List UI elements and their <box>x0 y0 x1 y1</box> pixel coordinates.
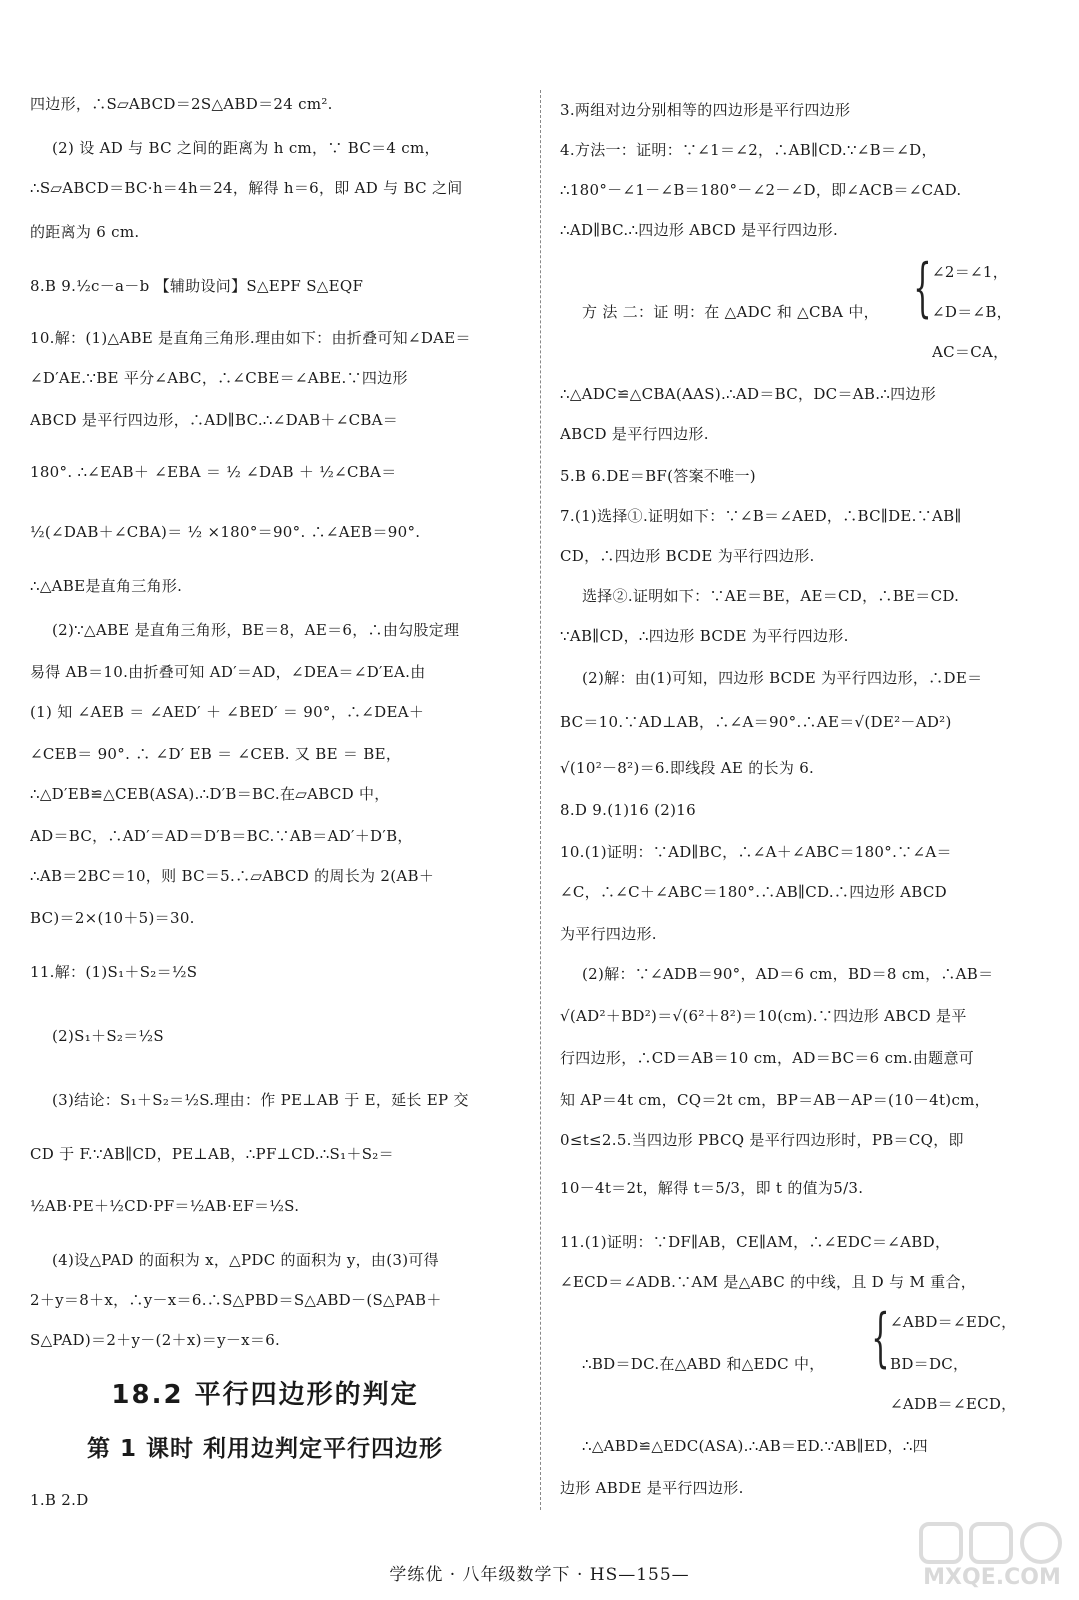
text-line: ∠ECD＝∠ADB.∵AM 是△ABC 的中线，且 D 与 M 重合， <box>560 1273 977 1291</box>
text-line: ∴BD＝DC.在△ABD 和△EDC 中， <box>582 1355 825 1373</box>
text-line: ½AB·PE＋½CD·PF＝½AB·EF＝½S. <box>30 1197 300 1215</box>
text-line: CD 于 F.∵AB∥CD，PE⊥AB，∴PF⊥CD.∴S₁＋S₂＝ <box>30 1145 394 1163</box>
text-line: AD＝BC，∴AD′＝AD＝D′B＝BC.∵AB＝AD′＋D′B， <box>30 827 413 845</box>
watermark-logo-icon <box>917 1520 1067 1566</box>
text-line: BC)＝2×(10＋5)＝30. <box>30 909 195 927</box>
text-line: ABCD 是平行四边形，∴AD∥BC.∴∠DAB＋∠CBA＝ <box>30 411 399 429</box>
text-line: 易得 AB＝10.由折叠可知 AD′＝AD，∠DEA＝∠D′EA.由 <box>30 663 426 681</box>
text-line: (4)设△PAD 的面积为 x，△PDC 的面积为 y，由(3)可得 <box>52 1251 439 1269</box>
text-line: S△PAD)＝2＋y－(2＋x)＝y－x＝6. <box>30 1331 281 1349</box>
text-line: (2)解：由(1)可知，四边形 BCDE 为平行四边形，∴DE＝ <box>582 669 983 687</box>
system-line: BD＝DC， <box>890 1355 969 1373</box>
system-line: ∠ABD＝∠EDC， <box>890 1313 1017 1331</box>
text-line: (2)∵△ABE 是直角三角形，BE＝8，AE＝6，∴由勾股定理 <box>52 621 460 639</box>
text-line: 四边形，∴S▱ABCD＝2S△ABD＝24 cm². <box>30 95 333 113</box>
text-line: (1) 知 ∠AEB ＝ ∠AED′ ＋ ∠BED′ ＝ 90°，∴∠DEA＋ <box>30 703 425 721</box>
text-line: ∴AB＝2BC＝10，则 BC＝5.∴▱ABCD 的周长为 2(AB＋ <box>30 867 435 885</box>
text-line: 4.方法一：证明：∵∠1＝∠2，∴AB∥CD.∵∠B＝∠D， <box>560 141 937 159</box>
system-line: ∠D＝∠B， <box>932 303 1012 321</box>
text-line: (2)解：∵∠ADB＝90°，AD＝6 cm，BD＝8 cm，∴AB＝ <box>582 965 994 983</box>
text-line: ∴AD∥BC.∴四边形 ABCD 是平行四边形. <box>560 221 839 239</box>
text-line: 的距离为 6 cm. <box>30 223 140 241</box>
text-line: 边形 ABDE 是平行四边形. <box>560 1479 744 1497</box>
text-line: ABCD 是平行四边形. <box>560 425 709 443</box>
system-line: ∠2＝∠1， <box>932 263 1009 281</box>
lesson-title: 第 1 课时 利用边判定平行四边形 <box>86 1436 444 1462</box>
text-line: ∠CEB＝ 90°. ∴ ∠D′ EB ＝ ∠CEB. 又 BE ＝ BE， <box>30 745 402 763</box>
text-line: ∴△ABE是直角三角形. <box>30 577 183 595</box>
watermark <box>917 1520 1067 1590</box>
text-line: (2)S₁＋S₂＝½S <box>52 1027 164 1045</box>
column-divider <box>540 90 541 1510</box>
system-line: ∠ADB＝∠ECD， <box>890 1395 1017 1413</box>
text-line: ∴180°－∠1－∠B＝180°－∠2－∠D，即∠ACB＝∠CAD. <box>560 181 962 199</box>
section-title: 18.2 平行四边形的判定 <box>111 1380 419 1410</box>
brace: { <box>871 1301 890 1375</box>
text-line: 2＋y＝8＋x，∴y－x＝6.∴S△PBD＝S△ABD－(S△PAB＋ <box>30 1291 442 1309</box>
text-line: ∵AB∥CD，∴四边形 BCDE 为平行四边形. <box>560 627 849 645</box>
text-line: ∴△ADC≌△CBA(AAS).∴AD＝BC，DC＝AB.∴四边形 <box>560 385 937 403</box>
text-line: ½(∠DAB＋∠CBA)＝ ½ ×180°＝90°. ∴∠AEB＝90°. <box>30 523 421 541</box>
text-line: √(10²－8²)＝6.即线段 AE 的长为 6. <box>560 759 815 777</box>
text-line: BC＝10.∵AD⊥AB，∴∠A＝90°.∴AE＝√(DE²－AD²) <box>560 713 952 731</box>
text-line: 8.D 9.(1)16 (2)16 <box>560 801 696 819</box>
text-line: ∴S▱ABCD＝BC·h＝4h＝24，解得 h＝6，即 AD 与 BC 之间 <box>30 179 463 197</box>
text-line: 0≤t≤2.5.当四边形 PBCQ 是平行四边形时，PB＝CQ，即 <box>560 1131 964 1149</box>
text-line: 7.(1)选择①.证明如下：∵∠B＝∠AED，∴BC∥DE.∵AB∥ <box>560 507 962 525</box>
text-line: 选择②.证明如下：∵AE＝BE，AE＝CD，∴BE＝CD. <box>582 587 960 605</box>
text-line: 为平行四边形. <box>560 925 657 943</box>
text-line: (2) 设 AD 与 BC 之间的距离为 h cm，∵ BC＝4 cm， <box>52 139 440 157</box>
text-line: 知 AP＝4t cm，CQ＝2t cm，BP＝AB－AP＝(10－4t)cm， <box>560 1091 990 1109</box>
text-line: ∠D′AE.∵BE 平分∠ABC，∴∠CBE＝∠ABE.∵四边形 <box>30 369 408 387</box>
text-line: 10.(1)证明：∵AD∥BC，∴∠A＋∠ABC＝180°.∵∠A＝ <box>560 843 952 861</box>
text-line: ∠C，∴∠C＋∠ABC＝180°.∴AB∥CD.∴四边形 ABCD <box>560 883 947 901</box>
watermark-text: MXQE.COM <box>923 1565 1061 1590</box>
page-footer: 学练优 · 八年级数学下 · HS—155— <box>389 1565 690 1585</box>
text-line: ∴△ABD≌△EDC(ASA).∴AB＝ED.∵AB∥ED，∴四 <box>582 1437 928 1455</box>
text-line: ∴△D′EB≌△CEB(ASA).∴D′B＝BC.在▱ABCD 中， <box>30 785 390 803</box>
text-line: 11.解：(1)S₁＋S₂＝½S <box>30 963 198 981</box>
text-line: √(AD²＋BD²)＝√(6²＋8²)＝10(cm).∵四边形 ABCD 是平 <box>560 1007 967 1025</box>
text-line: 10－4t＝2t，解得 t＝5/3，即 t 的值为5/3. <box>560 1179 864 1197</box>
text-line: (3)结论：S₁＋S₂＝½S.理由：作 PE⊥AB 于 E，延长 EP 交 <box>52 1091 469 1109</box>
text-line: CD，∴四边形 BCDE 为平行四边形. <box>560 547 815 565</box>
text-line: 11.(1)证明：∵DF∥AB，CE∥AM，∴∠EDC＝∠ABD， <box>560 1233 951 1251</box>
text-line: 5.B 6.DE＝BF(答案不唯一) <box>560 467 756 485</box>
text-line: 3.两组对边分别相等的四边形是平行四边形 <box>560 101 851 119</box>
text-line: 10.解：(1)△ABE 是直角三角形.理由如下：由折叠可知∠DAE＝ <box>30 329 471 347</box>
text-line: 方 法 二：证 明：在 △ADC 和 △CBA 中， <box>582 303 879 321</box>
system-line: AC＝CA， <box>932 343 1009 361</box>
brace: { <box>913 251 932 325</box>
text-line: 1.B 2.D <box>30 1491 89 1509</box>
text-line: 180°. ∴∠EAB＋ ∠EBA ＝ ½ ∠DAB ＋ ½∠CBA＝ <box>30 463 397 481</box>
text-line: 8.B 9.½c－a－b 【辅助设问】S△EPF S△EQF <box>30 277 364 295</box>
text-line: 行四边形，∴CD＝AB＝10 cm，AD＝BC＝6 cm.由题意可 <box>560 1049 975 1067</box>
